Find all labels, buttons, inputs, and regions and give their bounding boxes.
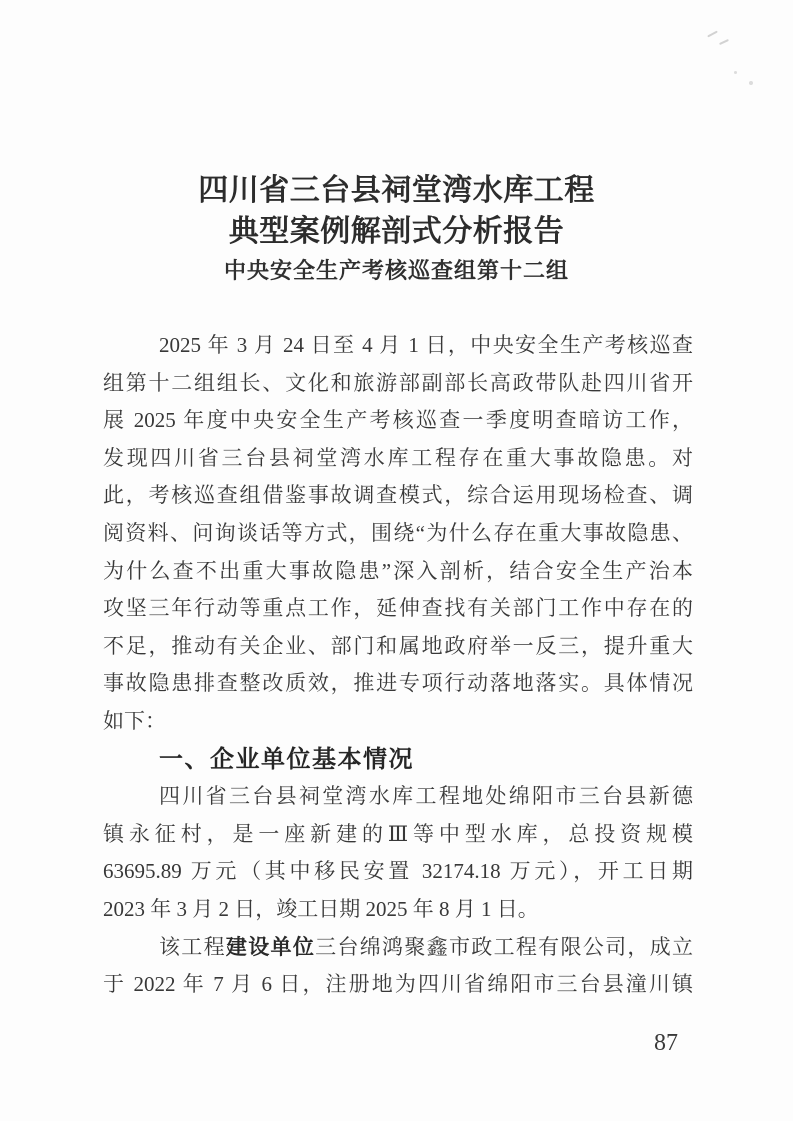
page-number: 87 xyxy=(654,1030,678,1056)
construction-unit-emphasis: 建设单位 xyxy=(225,935,316,959)
paragraph1-line: 发现四川省三台县祠堂湾水库工程存在重大事故隐患。对 xyxy=(103,445,693,470)
paragraph3-text: 该工程 xyxy=(159,934,226,959)
paragraph2-line: 四川省三台县祠堂湾水库工程地处绵阳市三台县新德 xyxy=(159,784,693,809)
report-author-group: 中央安全生产考核巡查组第十二组 xyxy=(223,258,569,283)
report-body xyxy=(103,327,693,1004)
paragraph1-line: 不足，推动有关企业、部门和属地政府举一反三，提升重大 xyxy=(103,633,693,658)
paragraph2-line: 2023 年 3 月 2 日，竣工日期 2025 年 8 月 1 日。 xyxy=(103,896,539,921)
paragraph3-line: 于 2022 年 7 月 6 日，注册地为四川省绵阳市三台县潼川镇 xyxy=(103,972,693,997)
paragraph1-line: 组第十二组组长、文化和旅游部副部长高政带队赴四川省开 xyxy=(103,370,693,395)
scan-artifact xyxy=(734,71,737,74)
report-title-line2: 典型案例解剖式分析报告 xyxy=(228,215,565,248)
paragraph1-line: 如下： xyxy=(103,708,166,733)
scan-artifact xyxy=(707,31,718,38)
paragraph2-line: 63695.89 万元（其中移民安置 32174.18 万元），开工日期 xyxy=(103,859,693,884)
paragraph1-line: 阅资料、问询谈话等方式，围绕“为什么存在重大事故隐患、 xyxy=(103,520,693,545)
paragraph1-line: 此，考核巡查组借鉴事故调查模式，综合运用现场检查、调 xyxy=(103,483,693,508)
section-heading-1: 一、企业单位基本情况 xyxy=(159,745,414,773)
scan-artifact xyxy=(749,81,753,85)
paragraph1-line: 事故隐患排查整改质效，推进专项行动落地落实。具体情况 xyxy=(103,671,693,696)
paragraph1-line: 为什么查不出重大事故隐患”深入剖析，结合安全生产治本 xyxy=(103,558,693,583)
paragraph1-line: 攻坚三年行动等重点工作，延伸查找有关部门工作中存在的 xyxy=(103,596,693,621)
report-title-line1: 四川省三台县祠堂湾水库工程 xyxy=(198,174,595,207)
paragraph1-line: 2025 年 3 月 24 日至 4 月 1 日，中央安全生产考核巡查 xyxy=(159,333,693,357)
paragraph3-line xyxy=(103,929,693,967)
report-header xyxy=(0,170,793,286)
paragraph1-line: 展 2025 年度中央安全生产考核巡查一季度明查暗访工作， xyxy=(103,408,693,433)
scan-artifact xyxy=(719,39,729,45)
paragraph3-text: 三台绵鸿聚鑫市政工程有限公司，成立 xyxy=(315,934,693,959)
paragraph2-line: 镇永征村，是一座新建的Ⅲ等中型水库，总投资规模 xyxy=(103,821,693,846)
